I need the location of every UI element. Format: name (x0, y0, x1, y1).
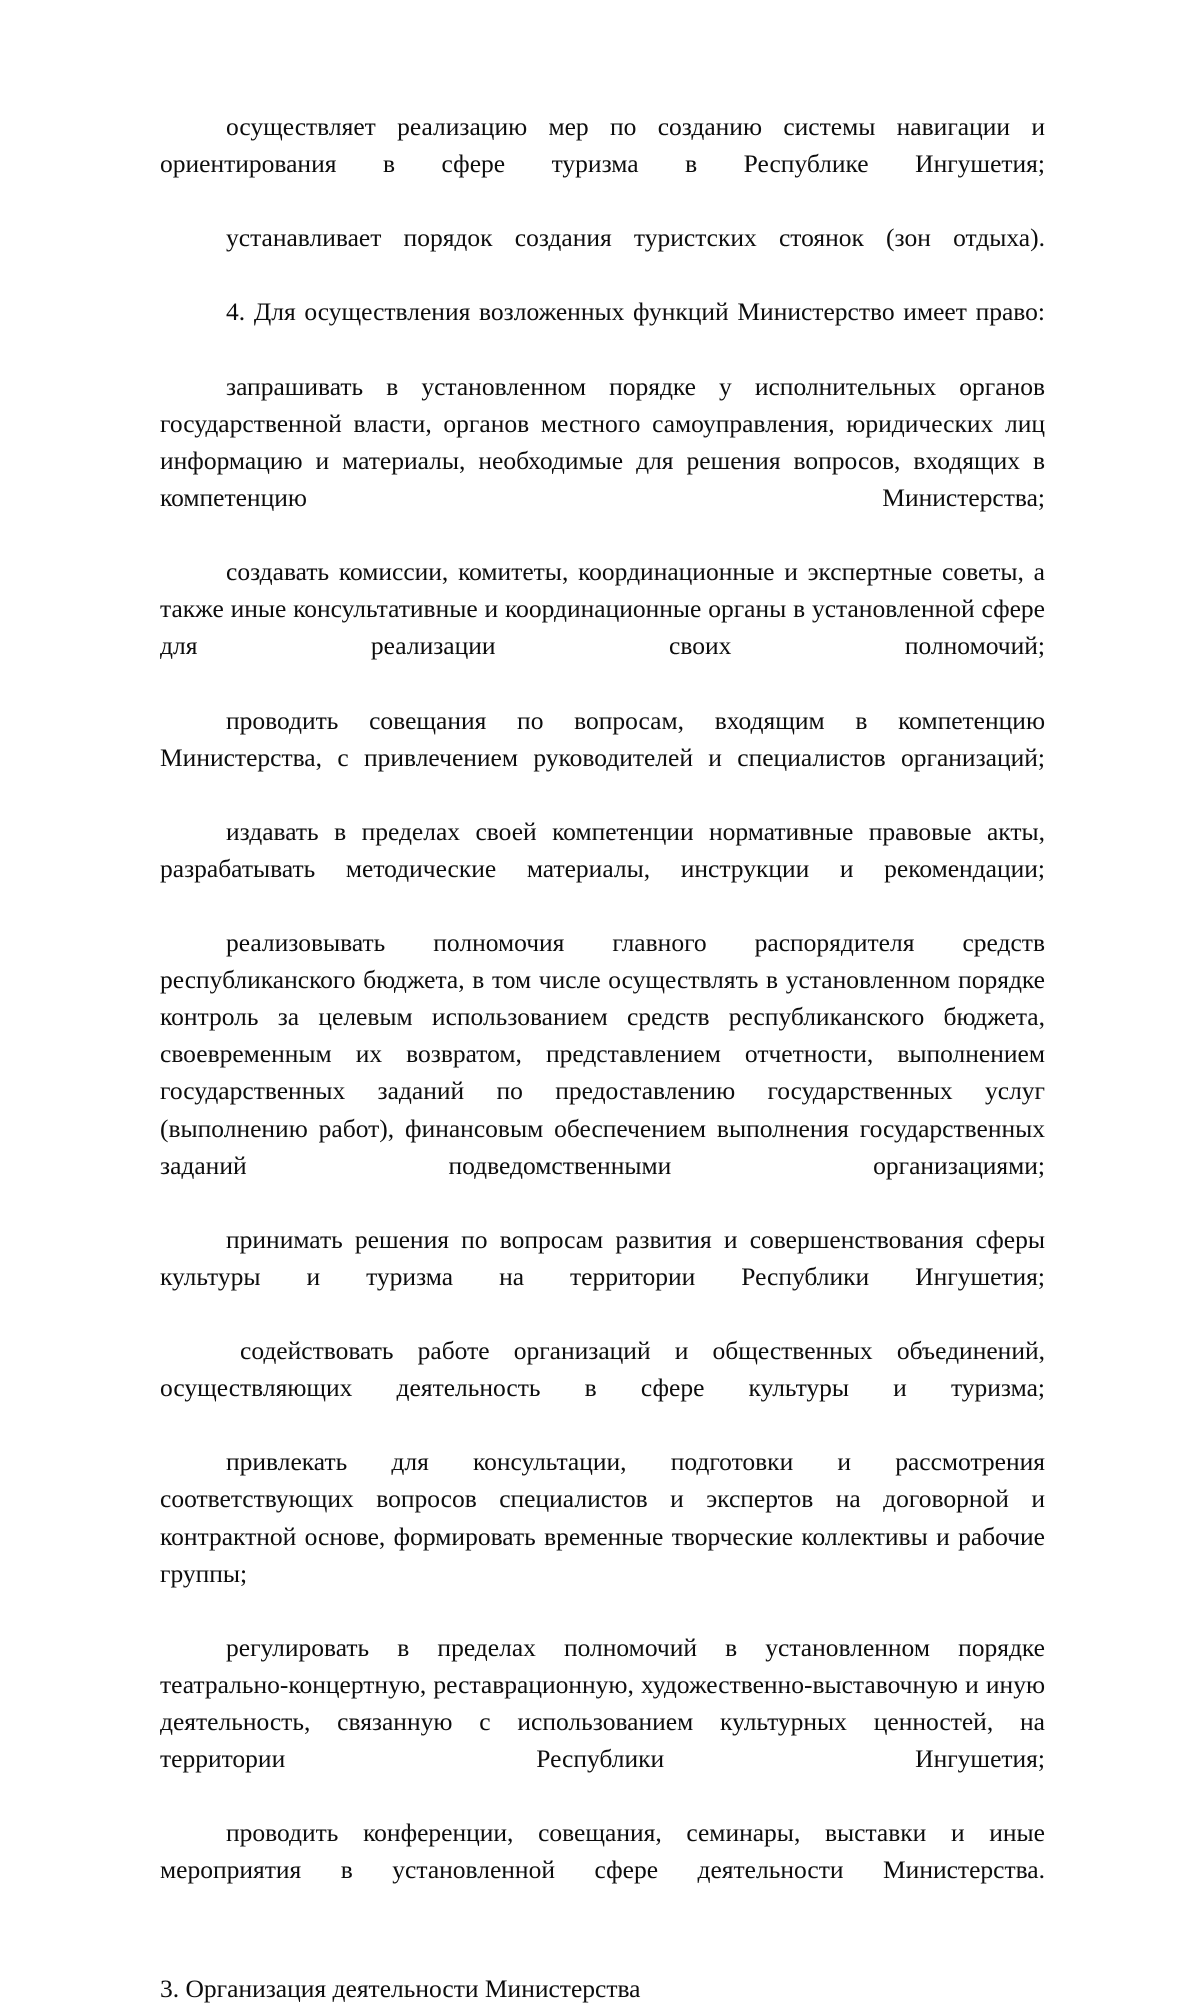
paragraph-11: привлекать для консультации, подготовки и рассмотрения соответствующих вопросов специалистов и экспертов на договорной и контрактной основе, формировать временные творческие коллективы и рабочие группы; (160, 1447, 1045, 1588)
paragraph-4: запрашивать в установленном порядке у исполнительных органов государственной власти, органов местного самоуправления, юридических лиц информацию и материалы, необходимые для решения вопросов, входящих в компетенцию Министерства; (160, 371, 1045, 512)
paragraph-3: 4. Для осуществления возложенных функций Министерство имеет право: (226, 297, 1045, 327)
paragraph-5: создавать комиссии, комитеты, координационные и экспертные советы, а также иные консультативные и координационные органы в установленной сфере для реализации своих полномочий; (160, 557, 1045, 661)
paragraph-10: содействовать работе организаций и общественных объединений, осуществляющих деятельность в сфере культуры и туризма; (160, 1336, 1045, 1403)
paragraph-9: принимать решения по вопросам развития и совершенствования сферы культуры и туризма на территории Республики Ингушетия; (160, 1224, 1045, 1291)
paragraph-6: проводить совещания по вопросам, входящим в компетенцию Министерства, с привлечением руководителей и специалистов организаций; (160, 705, 1045, 772)
paragraph-12: регулировать в пределах полномочий в установленном порядке театрально-концертную, реставрационную, художественно-выставочную и иную деятельность, связанную с использованием культурных ценностей, на территории Республики Ингушетия; (160, 1632, 1045, 1774)
paragraph-2: устанавливает порядок создания туристских стоянок (зон отдыха). (226, 223, 1045, 253)
paragraph-8: реализовывать полномочия главного распорядителя средств республиканского бюджета, в том числе осуществлять в установленном порядке контроль за целевым использованием средств республиканского бюджета, своевременным их возвратом, представлением отчетности, выполнением государственных заданий по предоставлению государственных услуг (выполнению работ), финансовым обеспечением выполнения государственных заданий подведомственными организациями; (160, 928, 1045, 1180)
section-heading: 3. Организация деятельности Министерства (160, 1973, 641, 2003)
paragraph-7: издавать в пределах своей компетенции нормативные правовые акты, разрабатывать методические материалы, инструкции и рекомендации; (160, 816, 1045, 883)
paragraph-13: проводить конференции, совещания, семинары, выставки и иные мероприятия в установленной сфере деятельности Министерства. (160, 1818, 1045, 1885)
document-body (160, 108, 1045, 2007)
paragraph-1: осуществляет реализацию мер по созданию системы навигации и ориентирования в сфере туризма в Республике Ингушетия; (160, 112, 1045, 179)
